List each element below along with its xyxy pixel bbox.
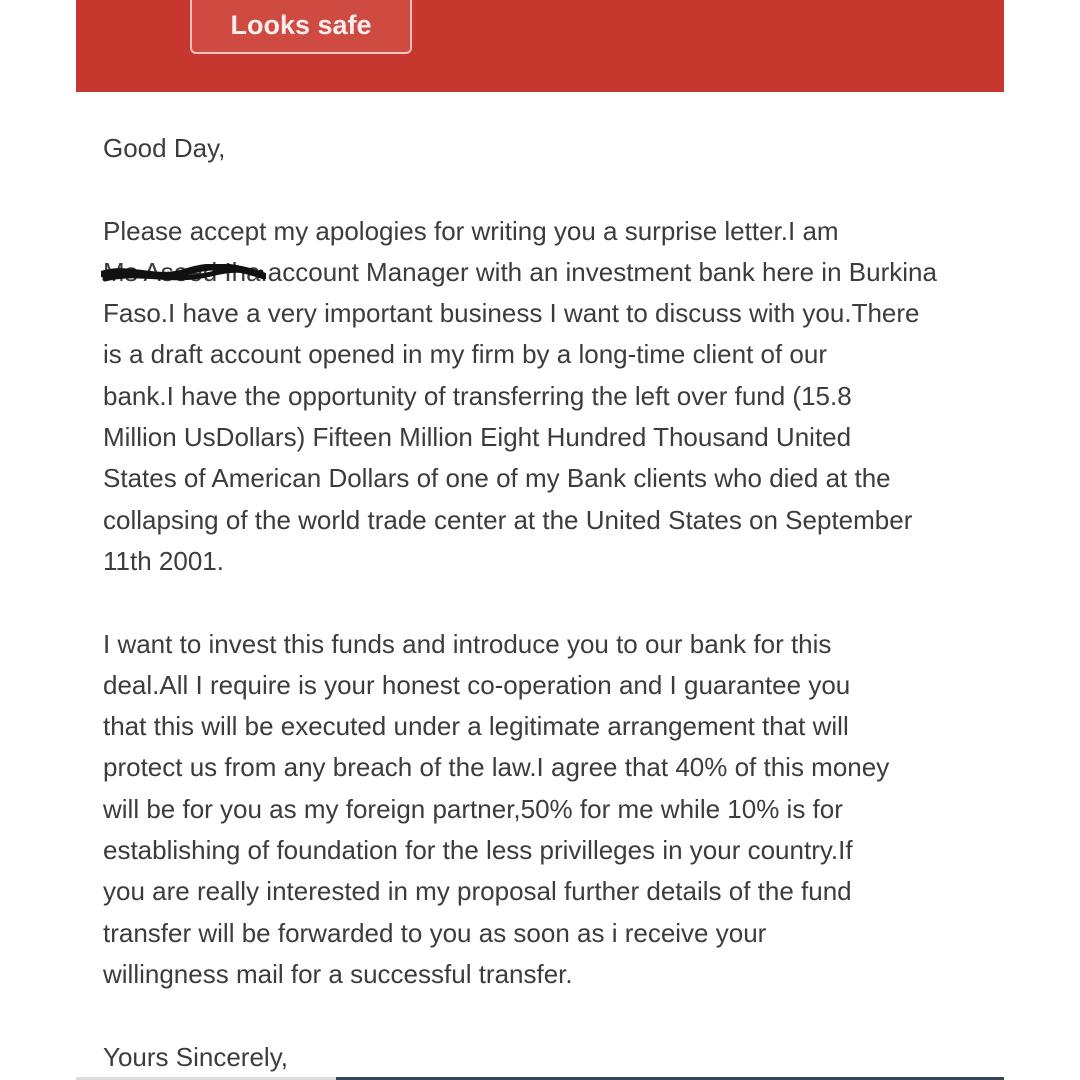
redacted-sender-name [103, 252, 261, 293]
body-line: deal.All I require is your honest co-operation and I guarantee you [103, 669, 851, 700]
body-line: collapsing of the world trade center at the United States on September [103, 504, 913, 535]
email-greeting: Good Day, [103, 133, 226, 163]
looks-safe-button[interactable]: Looks safe [190, 0, 412, 54]
body-line-rest: .account Manager with an investment bank here in Burkina [260, 256, 937, 287]
body-line: establishing of foundation for the less privilleges in your country.If [103, 835, 853, 866]
body-line: protect us from any breach of the law.I agree that 40% of this money [103, 752, 890, 783]
body-line: will be for you as my foreign partner,50% for me while 10% is for [103, 793, 843, 824]
body-line: I want to invest this funds and introduce you to our bank for this [103, 628, 832, 659]
body-line: bank.I have the opportunity of transferring the left over fund (15.8 [103, 380, 852, 411]
body-line: you are really interested in my proposal further details of the fund [103, 876, 852, 907]
body-line: Faso.I have a very important business I want to discuss with you.There [103, 298, 920, 329]
body-line: Please accept my apologies for writing you a surprise letter.I am [103, 215, 839, 246]
body-line: that this will be executed under a legitimate arrangement that will [103, 711, 849, 742]
body-line: 11th 2001. [103, 545, 224, 576]
paragraph-spacer [103, 582, 1013, 623]
body-line: transfer will be forwarded to you as soon as i receive your [103, 917, 767, 948]
paragraph-spacer [103, 995, 1013, 1036]
body-line [103, 252, 1013, 293]
email-body [103, 128, 1013, 1078]
body-line: States of American Dollars of one of my Bank clients who died at the [103, 463, 891, 494]
body-line: willingness mail for a successful transfer. [103, 958, 573, 989]
redacted-name-text: Ms Aseed Iha [103, 256, 261, 287]
warning-banner [76, 0, 1004, 92]
email-signoff: Yours Sincerely, [103, 1041, 288, 1072]
body-line: is a draft account opened in my firm by a long-time client of our [103, 339, 828, 370]
body-line: Million UsDollars) Fifteen Million Eight Hundred Thousand United [103, 422, 852, 453]
paragraph-spacer [103, 169, 1013, 210]
